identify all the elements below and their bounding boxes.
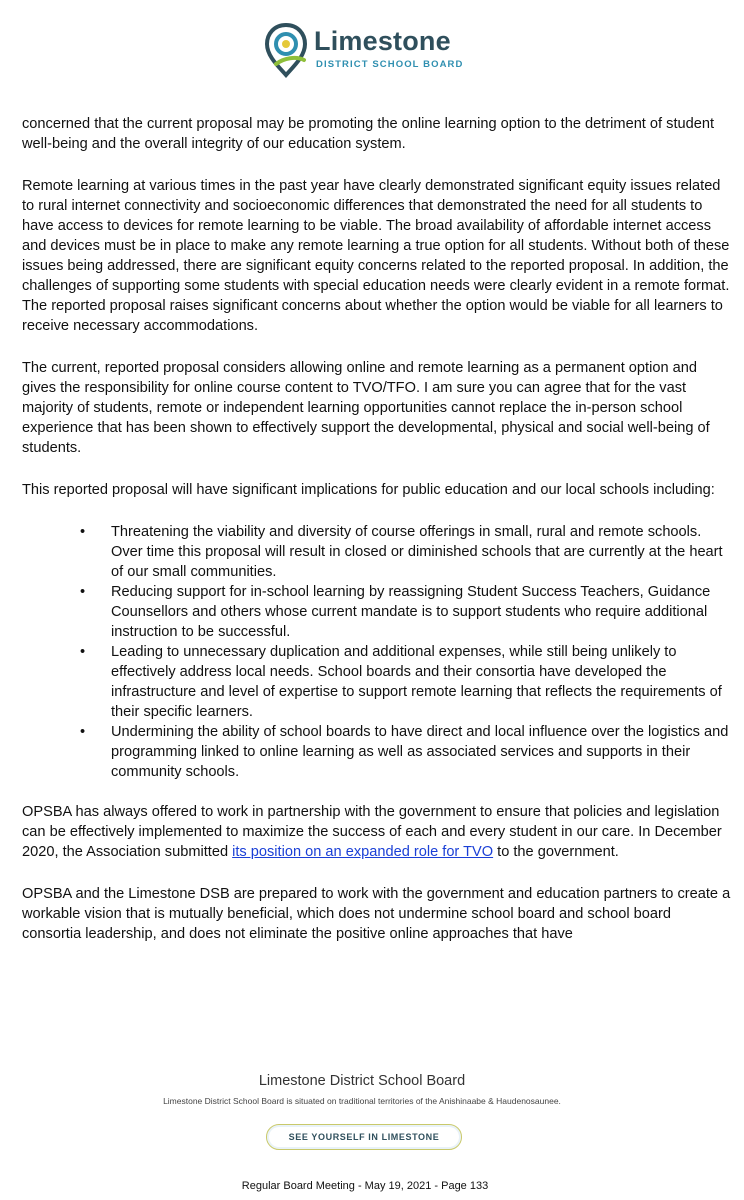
paragraph-2: Remote learning at various times in the past year have clearly demonstrated significant equity issues related to rural internet connectivity and socioeconomic differences that demonstrated the need for all students to have access to devices for remote learning to be viable. The broad availability of affordable internet access and devices must be in place to make any remote learning a true option for all students. Without both of these issues being addressed, there are significant equity concerns related to the reported proposal. In addition, the challenges of supporting some students with special education needs were clearly evident in a remote format. The reported proposal raises significant concerns about whether the option would be viable for all learners to receive necessary accommodations.	[22, 178, 730, 334]
limestone-logo-icon	[262, 22, 310, 78]
letter-body	[22, 114, 734, 966]
list-item	[22, 522, 734, 582]
see-yourself-button[interactable]: SEE YOURSELF IN LIMESTONE	[266, 1124, 462, 1150]
list-item-text: Threatening the viability and diversity of course offerings in small, rural and remote schools. Over time this proposal will result in closed or diminished schools that are currently at the heart of our small communities.	[111, 524, 723, 580]
list-item	[22, 642, 734, 722]
bullet-icon: •	[80, 644, 86, 660]
paragraph-5-text-before: OPSBA has always offered to work in partnership with the government to ensure that policies and legislation can be effectively implemented to maximize the success of each and every student in our care. In December 2020, the Association submitted	[22, 804, 722, 860]
bullet-icon: •	[80, 524, 86, 540]
bullet-icon: •	[80, 724, 86, 740]
list-item	[22, 722, 734, 782]
org-name: Limestone	[314, 26, 451, 56]
letterhead	[262, 22, 482, 78]
paragraph-5	[22, 802, 734, 862]
paragraph-5-text-after: to the government.	[493, 844, 619, 860]
paragraph-6: OPSBA and the Limestone DSB are prepared to work with the government and education partners to create a workable vision that is mutually beneficial, which does not undermine school board and school board consortia leadership, and does not eliminate the positive online approaches that have	[22, 886, 731, 942]
list-item-text: Undermining the ability of school boards to have direct and local influence over the logistics and programming linked to online learning as well as associated services and supports in their community schools.	[111, 724, 729, 780]
paragraph-4: This reported proposal will have significant implications for public education and our local schools including:	[22, 482, 715, 498]
paragraph-3: The current, reported proposal considers allowing online and remote learning as a permanent option and gives the responsibility for online course content to TVO/TFO. I am sure you can agree that for the vast majority of students, remote or independent learning opportunities cannot replace the in-person school experience that has been shown to effectively support the developmental, physical and social well-being of students.	[22, 360, 710, 456]
footer-land-acknowledgement: Limestone District School Board is situated on traditional territories of the Anishinaabe & Haudenosaunee.	[163, 1096, 561, 1106]
list-item	[22, 582, 734, 642]
tvo-position-link[interactable]: its position on an expanded role for TVO	[232, 844, 494, 860]
list-item-text: Reducing support for in-school learning by reassigning Student Success Teachers, Guidance Counsellors and others whose current mandate is to support students who require additional instruction to be successful.	[111, 584, 711, 640]
org-subtitle: DISTRICT SCHOOL BOARD	[316, 59, 464, 70]
implications-list	[22, 522, 734, 782]
paragraph-1: concerned that the current proposal may be promoting the online learning option to the detriment of student well-being and the overall integrity of our education system.	[22, 116, 715, 152]
page-footer: Regular Board Meeting - May 19, 2021 - Page 133	[241, 1180, 489, 1192]
footer-title: Limestone District School Board	[258, 1073, 466, 1089]
bullet-icon: •	[80, 584, 86, 600]
list-item-text: Leading to unnecessary duplication and additional expenses, while still being unlikely to effectively address local needs. School boards and their consortia have developed the infrastructure and level of expertise to support remote learning that reflects the requirements of their specific learners.	[111, 644, 722, 720]
